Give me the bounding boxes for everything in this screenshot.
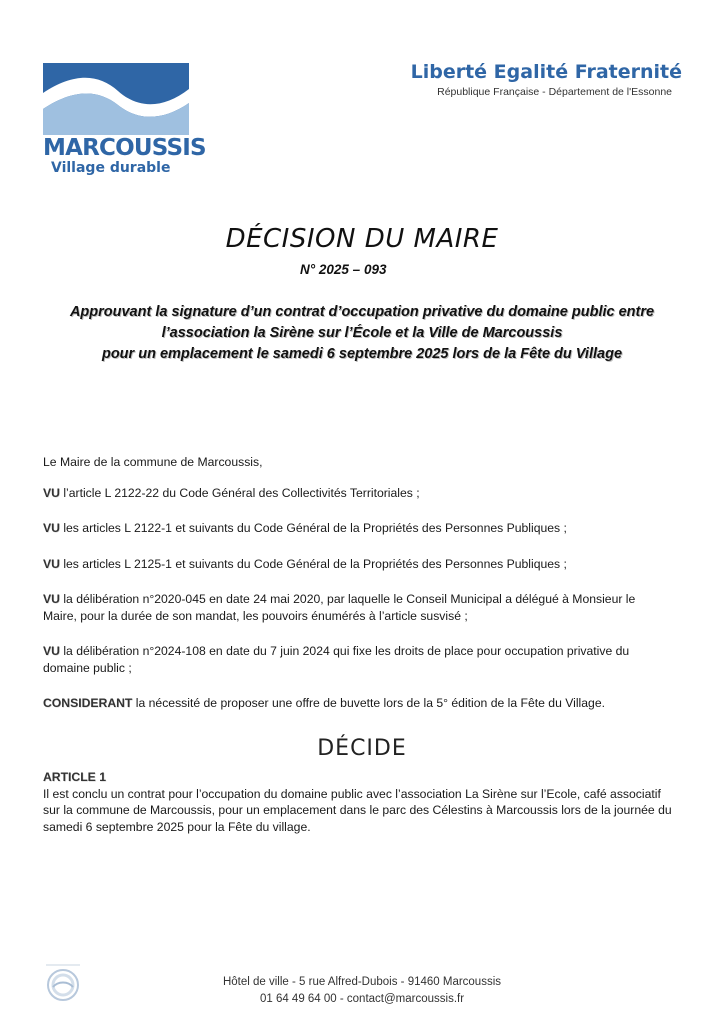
visa-keyword: VU bbox=[43, 592, 60, 606]
considerant-paragraph bbox=[43, 695, 663, 712]
considerant-keyword: CONSIDERANT bbox=[43, 696, 133, 710]
footer-address: Hôtel de ville - 5 rue Alfred-Dubois - 91460 Marcoussis bbox=[222, 976, 502, 988]
article-1 bbox=[43, 769, 673, 835]
logo-name: MARCOUSSIS bbox=[43, 135, 206, 161]
article-1-text: Il est conclu un contrat pour l’occupation du domaine public avec l’association La Sirène sur l’Ecole, café associatif sur la commune de Marcoussis, pour un emplacement dans le parc des Célestins à Marcoussis lors de la journée du samedi 6 septembre 2025 pour la Fête du village. bbox=[43, 786, 672, 834]
subject-line: pour un emplacement le samedi 6 septembre 2025 lors de la Fête du Village bbox=[101, 346, 623, 362]
visa-text: la délibération n°2024-108 en date du 7 juin 2024 qui fixe les droits de place pour occupation privative du domaine public ; bbox=[43, 644, 630, 675]
footer-contact: 01 64 49 64 00 - contact@marcoussis.fr bbox=[259, 993, 465, 1005]
visa-paragraph bbox=[43, 520, 663, 537]
decide-heading: DÉCIDE bbox=[317, 736, 407, 761]
decision-number: N° 2025 – 093 bbox=[300, 262, 387, 277]
decision-subject bbox=[30, 302, 694, 365]
visa-text: les articles L 2122-1 et suivants du Code Général de la Propriétés des Personnes Publiques ; bbox=[59, 521, 567, 535]
visa-text: la délibération n°2020-045 en date 24 mai 2020, par laquelle le Conseil Municipal a délégué à Monsieur le Maire, pour la durée de son mandat, les pouvoirs énumérés à l’article susvisé ; bbox=[43, 592, 636, 623]
intro-paragraph: Le Maire de la commune de Marcoussis, bbox=[43, 455, 263, 469]
republic-header bbox=[411, 60, 682, 98]
visa-keyword: VU bbox=[43, 556, 60, 571]
visa-keyword: VU bbox=[43, 485, 60, 500]
article-1-title: ARTICLE 1 bbox=[43, 770, 106, 784]
visa-keyword: VU bbox=[43, 644, 60, 658]
wave-logo-icon bbox=[43, 63, 189, 135]
visa-paragraph bbox=[43, 485, 663, 502]
visa-paragraph bbox=[43, 556, 663, 573]
visa-paragraph bbox=[43, 643, 663, 676]
department-line: République Française - Département de l'Essonne bbox=[437, 86, 672, 98]
logo-tagline: Village durable bbox=[51, 160, 171, 176]
visa-keyword: VU bbox=[43, 521, 60, 535]
visa-paragraph bbox=[43, 591, 663, 624]
document-title: DÉCISION DU MAIRE bbox=[225, 224, 499, 254]
subject-line: l’association la Sirène sur l’École et la Ville de Marcoussis bbox=[161, 325, 563, 341]
visa-text: l’article L 2122-22 du Code Général des Collectivités Territoriales ; bbox=[59, 485, 420, 500]
page-footer bbox=[0, 974, 724, 1008]
visa-text: les articles L 2125-1 et suivants du Code Général de la Propriétés des Personnes Publiques ; bbox=[59, 556, 567, 571]
republic-motto: Liberté Egalité Fraternité bbox=[410, 61, 682, 83]
subject-line: Approuvant la signature d’un contrat d’occupation privative du domaine public entre bbox=[69, 304, 655, 320]
marcoussis-logo bbox=[43, 63, 206, 177]
considerant-text: la nécessité de proposer une offre de buvette lors de la 5° édition de la Fête du Village. bbox=[132, 696, 605, 710]
decision-body bbox=[43, 454, 663, 731]
